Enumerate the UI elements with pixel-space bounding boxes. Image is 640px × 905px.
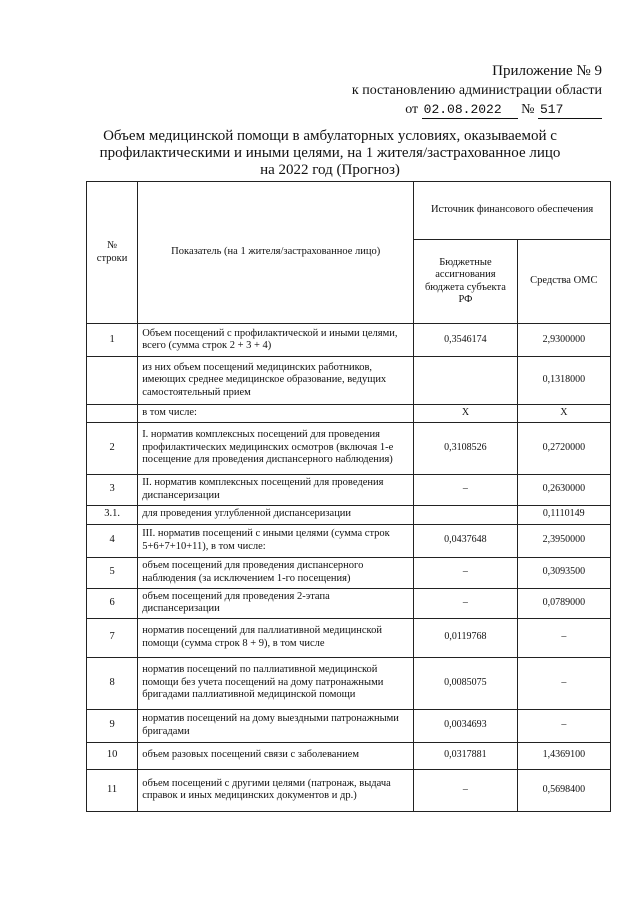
row-oms-value: X [517,405,610,423]
row-indicator: I. норматив комплексных посещений для проведения профилактических медицинских осмотров (включая 1-е посещение для проведения диспансерного наблюдения) [138,422,414,474]
row-budget-value: – [414,769,517,811]
row-number: 3 [87,474,138,505]
row-number: 11 [87,769,138,811]
number-prefix: № [521,102,535,117]
table-row [87,422,611,474]
table-row [87,769,611,811]
row-number: 10 [87,742,138,769]
row-budget-value: 0,0034693 [414,709,517,742]
title-line-2: профилактическими и иными целями, на 1 жителя/застрахованное лицо [99,145,561,161]
row-budget-value: 0,3546174 [414,324,517,357]
row-number: 5 [87,557,138,588]
row-number: 7 [87,618,138,657]
table-row [87,524,611,557]
row-indicator: норматив посещений для паллиативной медицинской помощи (сумма строк 8 + 9), в том числе [138,618,414,657]
row-number: 3.1. [87,505,138,524]
document-header [352,62,602,119]
volume-table [86,181,611,812]
row-budget-value: 0,0317881 [414,742,517,769]
row-budget-value [414,505,517,524]
row-oms-value: 0,2720000 [517,422,610,474]
row-indicator: объем разовых посещений связи с заболеванием [138,742,414,769]
row-indicator: норматив посещений на дому выездными патронажными бригадами [138,709,414,742]
row-indicator: III. норматив посещений с иными целями (сумма строк 5+6+7+10+11), в том числе: [138,524,414,557]
table-row [87,618,611,657]
table-body [87,324,611,812]
row-oms-value: 0,3093500 [517,557,610,588]
row-budget-value: – [414,588,517,618]
title-line-3: на 2022 год (Прогноз) [260,162,400,178]
row-budget-value: – [414,557,517,588]
date-prefix: от [405,102,419,117]
row-indicator: II. норматив комплексных посещений для проведения диспансеризации [138,474,414,505]
row-budget-value: 0,3108526 [414,422,517,474]
row-indicator: Объем посещений с профилактической и иными целями, всего (сумма строк 2 + 3 + 4) [138,324,414,357]
document-title [60,128,600,179]
header-oms: Средства ОМС [517,240,610,324]
table-row [87,709,611,742]
row-oms-value: – [517,657,610,709]
row-indicator: объем посещений для проведения 2-этапа диспансеризации [138,588,414,618]
row-budget-value: 0,0085075 [414,657,517,709]
appendix-label: Приложение № 9 [492,63,602,79]
row-oms-value: 0,0789000 [517,588,610,618]
row-indicator: в том числе: [138,405,414,423]
table-row [87,474,611,505]
table-row [87,324,611,357]
row-oms-value: 2,9300000 [517,324,610,357]
row-number [87,357,138,405]
row-number: 1 [87,324,138,357]
row-oms-value: – [517,709,610,742]
header-source: Источник финансового обеспечения [414,182,611,240]
table-row [87,405,611,423]
row-oms-value: 1,4369100 [517,742,610,769]
table-row [87,357,611,405]
row-number: 6 [87,588,138,618]
order-line [405,100,602,119]
header-row-no: № строки [87,182,138,324]
header-budget: Бюджетные ассигнования бюджета субъекта РФ [414,240,517,324]
row-indicator: объем посещений с другими целями (патронаж, выдача справок и иных медицинских документов и др.) [138,769,414,811]
row-budget-value: 0,0119768 [414,618,517,657]
table-row [87,588,611,618]
header-indicator: Показатель (на 1 жителя/застрахованное лицо) [138,182,414,324]
row-number: 2 [87,422,138,474]
table-row [87,505,611,524]
resolution-label: к постановлению администрации области [351,83,602,98]
row-indicator: для проведения углубленной диспансеризации [138,505,414,524]
row-number: 4 [87,524,138,557]
row-indicator: объем посещений для проведения диспансерного наблюдения (за исключением 1-го посещения) [138,557,414,588]
title-line-1: Объем медицинской помощи в амбулаторных условиях, оказываемой с [103,128,557,144]
row-oms-value: 0,1318000 [517,357,610,405]
row-oms-value: – [517,618,610,657]
row-oms-value: 0,2630000 [517,474,610,505]
table-row [87,742,611,769]
row-indicator: норматив посещений по паллиативной медицинской помощи без учета посещений на дому патронажными бригадами паллиативной медицинской помощи [138,657,414,709]
row-budget-value [414,357,517,405]
row-oms-value: 2,3950000 [517,524,610,557]
table-row [87,557,611,588]
row-number [87,405,138,423]
row-budget-value: 0,0437648 [414,524,517,557]
order-number: 517 [538,102,602,119]
order-date: 02.08.2022 [422,102,518,119]
row-number: 8 [87,657,138,709]
row-oms-value: 0,1110149 [517,505,610,524]
row-number: 9 [87,709,138,742]
row-budget-value: – [414,474,517,505]
row-oms-value: 0,5698400 [517,769,610,811]
row-indicator: из них объем посещений медицинских работников, имеющих среднее медицинское образование, ведущих самостоятельный прием [138,357,414,405]
row-budget-value: X [414,405,517,423]
table-row [87,657,611,709]
